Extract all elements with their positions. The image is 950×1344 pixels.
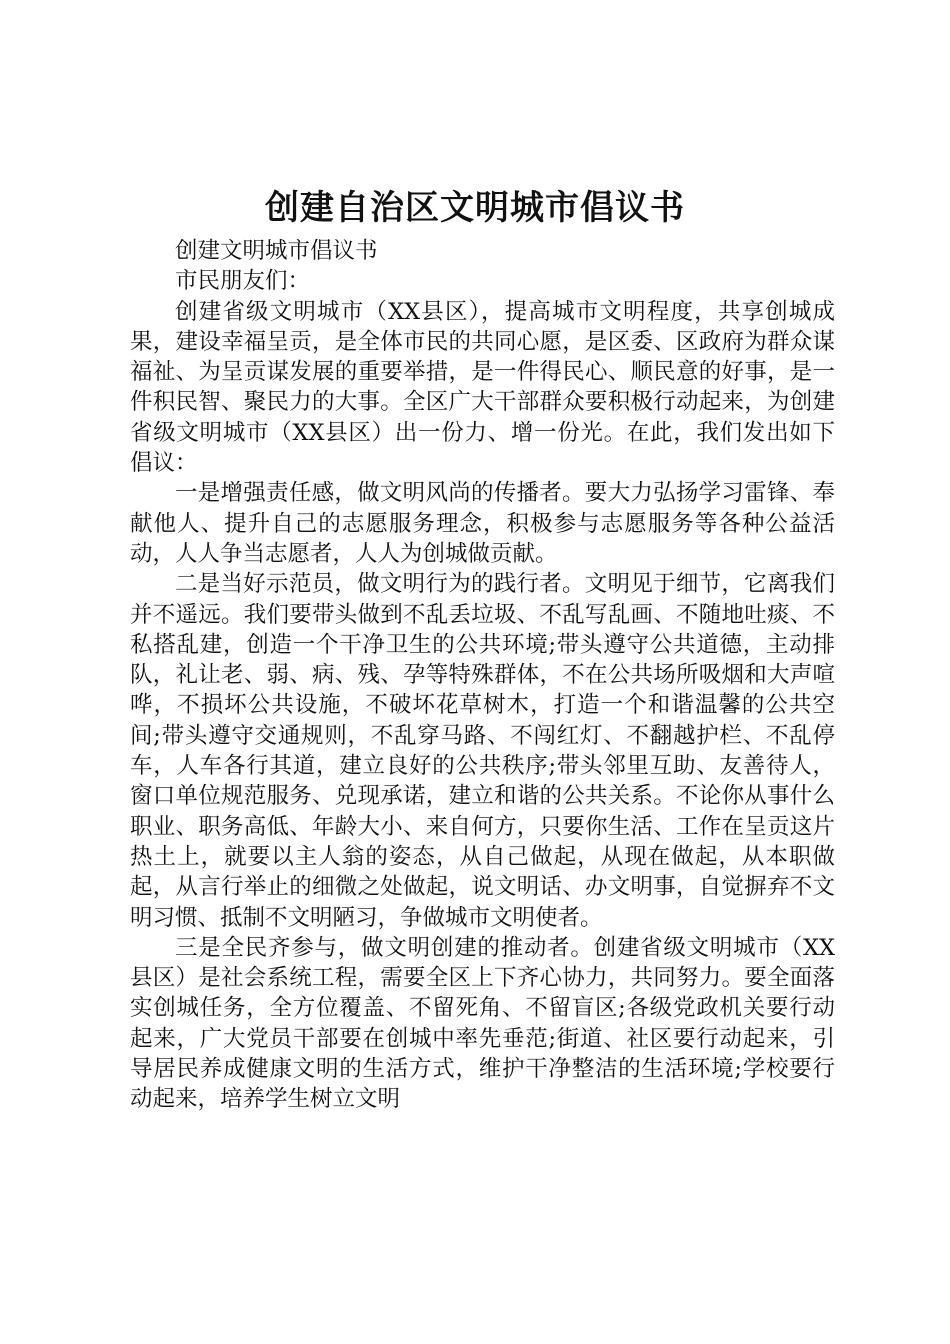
document-body: [130, 236, 835, 1115]
paragraph-point-two: 二是当好示范员，做文明行为的践行者。文明见于细节，它离我们并不遥远。我们要带头做到不乱丢垃圾、不乱写乱画、不随地吐痰、不私搭乱建，创造一个干净卫生的公共环境;带头遵守公共道德，主动排队，礼让老、弱、病、残、孕等特殊群体，不在公共场所吸烟和大声喧哗，不损坏公共设施，不破坏花草树木，打造一个和谐温馨的公共空间;带头遵守交通规则，不乱穿马路、不闯红灯、不翻越护栏、不乱停车，人车各行其道，建立良好的公共秩序;带头邻里互助、友善待人，窗口单位规范服务、兑现承诺，建立和谐的公共关系。不论你从事什么职业、职务高低、年龄大小、来自何方，只要你生活、工作在呈贡这片热土上，就要以主人翁的姿态，从自己做起，从现在做起，从本职做起，从言行举止的细微之处做起，说文明话、办文明事，自觉摒弃不文明习惯、抵制不文明陋习，争做城市文明使者。: [130, 571, 835, 931]
paragraph-salutation: 市民朋友们：: [175, 268, 311, 295]
paragraph-point-three: 三是全民齐参与，做文明创建的推动者。创建省级文明城市（XX县区）是社会系统工程，需要全区上下齐心协力，共同努力。要全面落实创城任务，全方位覆盖、不留死角、不留盲区;各级党政机关要行动起来，广大党员干部要在创城中率先垂范;街道、社区要行动起来，引导居民养成健康文明的生活方式，维护干净整洁的生活环境;学校要行动起来，培养学生树立文明: [130, 934, 835, 1113]
document-title: 创建自治区文明城市倡议书: [265, 188, 685, 228]
paragraph-intro: 创建省级文明城市（XX县区），提高城市文明程度，共享创城成果，建设幸福呈贡，是全体市民的共同心愿，是区委、区政府为群众谋福祉、为呈贡谋发展的重要举措，是一件得民心、顺民意的好事，是一件积民智、聚民力的大事。全区广大干部群众要积极行动起来，为创建省级文明城市（XX县区）出一份力、增一份光。在此，我们发出如下倡议：: [130, 298, 835, 477]
paragraph-subtitle: 创建文明城市倡议书: [175, 238, 378, 264]
paragraph-point-one: 一是增强责任感，做文明风尚的传播者。要大力弘扬学习雷锋、奉献他人、提升自己的志愿服务理念，积极参与志愿服务等各种公益活动，人人争当志愿者，人人为创城做贡献。: [130, 480, 835, 567]
